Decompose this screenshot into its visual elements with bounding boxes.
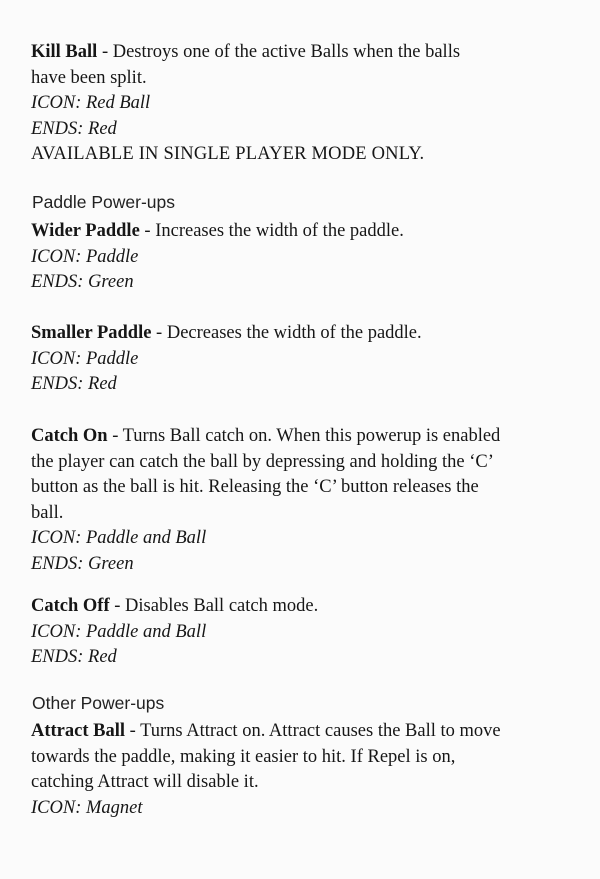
other-powerups-heading: Other Power-ups — [32, 693, 165, 713]
wider-paddle-separator: - — [139, 221, 156, 241]
attract-ball-separator: - — [125, 721, 141, 741]
catch-on-ends-text: ENDS: Green — [31, 553, 134, 574]
catch-on-line-1 — [31, 424, 571, 450]
catch-off-entry — [31, 594, 571, 671]
wider-paddle-ends-text: ENDS: Green — [31, 272, 134, 292]
wider-paddle-entry — [31, 219, 571, 296]
smaller-paddle-separator: - — [151, 323, 167, 343]
paddle-powerups-heading: Paddle Power-ups — [32, 192, 175, 212]
catch-on-description-2: the player can catch the ball by depressing and holding the ‘C’ — [31, 451, 494, 472]
catch-on-description-3: button as the ball is hit. Releasing the ‘C’ button releases the — [31, 477, 479, 497]
kill-ball-entry — [31, 40, 571, 168]
kill-ball-description-1: Destroys one of the active Balls when the balls — [112, 42, 461, 62]
kill-ball-term: Kill Ball — [31, 42, 98, 62]
wider-paddle-description: Increases the width of the paddle. — [155, 221, 404, 241]
catch-off-term: Catch Off — [31, 596, 110, 616]
kill-ball-description-2: have been split. — [31, 67, 147, 88]
wider-paddle-icon-text: ICON: Paddle — [31, 246, 139, 267]
kill-ball-separator: - — [97, 42, 113, 62]
catch-off-separator: - — [109, 596, 126, 616]
kill-ball-icon-text: ICON: Red Ball — [31, 93, 151, 113]
attract-ball-line-1 — [31, 719, 571, 745]
catch-on-icon-text: ICON: Paddle and Ball — [31, 528, 207, 548]
catch-on-separator: - — [107, 426, 123, 446]
smaller-paddle-term: Smaller Paddle — [31, 323, 152, 343]
catch-off-description: Disables Ball catch mode. — [125, 596, 319, 616]
smaller-paddle-description: Decreases the width of the paddle. — [166, 323, 422, 343]
catch-on-entry — [31, 424, 571, 577]
smaller-paddle-entry — [31, 321, 571, 398]
kill-ball-ends-text: ENDS: Red — [31, 118, 117, 139]
attract-ball-description-3: catching Attract will disable it. — [31, 772, 259, 792]
smaller-paddle-line — [31, 321, 571, 347]
attract-ball-description-1: Turns Attract on. Attract causes the Ball to move — [140, 721, 501, 741]
wider-paddle-line — [31, 219, 571, 245]
attract-ball-icon-text: ICON: Magnet — [31, 797, 143, 818]
catch-off-line — [31, 594, 571, 620]
catch-off-icon-text: ICON: Paddle and Ball — [31, 621, 207, 642]
smaller-paddle-ends-text: ENDS: Red — [31, 374, 117, 394]
attract-ball-term: Attract Ball — [31, 721, 126, 741]
attract-ball-entry — [31, 719, 571, 821]
catch-off-ends-text: ENDS: Red — [31, 647, 117, 667]
attract-ball-description-2: towards the paddle, making it easier to hit. If Repel is on, — [31, 746, 456, 767]
catch-on-description-4: ball. — [31, 502, 64, 523]
kill-ball-availability-note: AVAILABLE IN SINGLE PLAYER MODE ONLY. — [31, 144, 425, 164]
smaller-paddle-icon-text: ICON: Paddle — [31, 348, 139, 369]
wider-paddle-term: Wider Paddle — [31, 221, 140, 241]
catch-on-description-1: Turns Ball catch on. When this powerup is enabled — [122, 426, 501, 446]
kill-ball-line-1 — [31, 40, 571, 66]
catch-on-term: Catch On — [31, 426, 108, 446]
